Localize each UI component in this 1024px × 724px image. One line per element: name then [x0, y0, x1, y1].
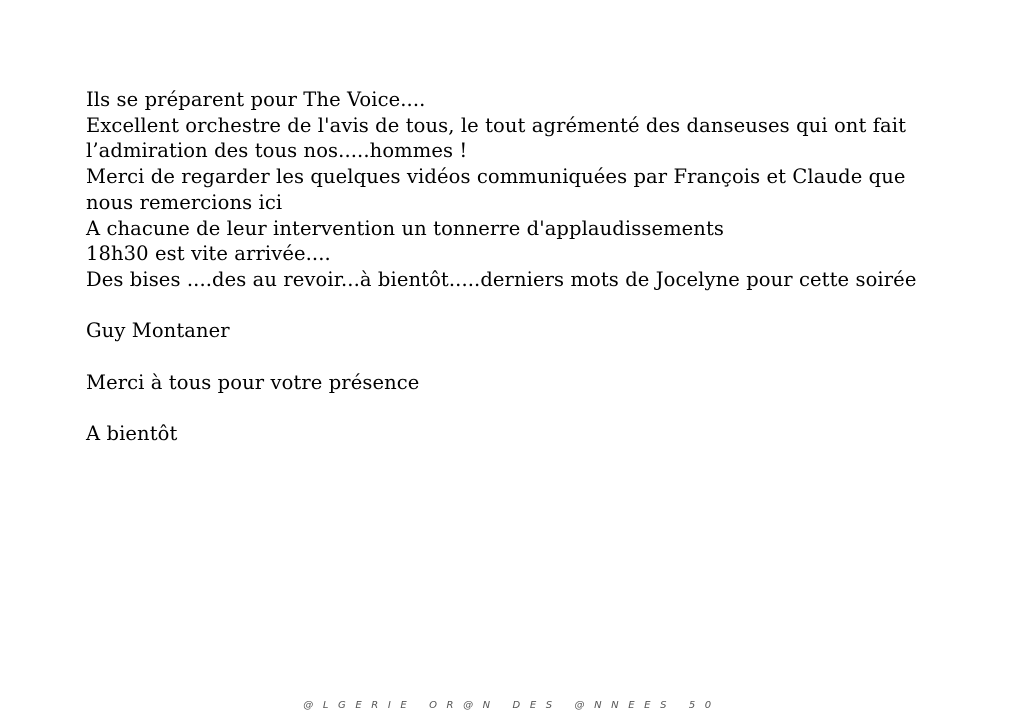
text-line: 18h30 est vite arrivée.... [86, 242, 331, 266]
text-line: Excellent orchestre de l'avis de tous, le tout agrémenté des danseuses qui ont fait l’admiration des tous nos.....hommes ! [86, 113, 907, 163]
paragraph-gap [86, 344, 946, 370]
page-footer: @LGERIE OR@N DES @NNEES 50 [303, 700, 721, 711]
text-line: Merci de regarder les quelques vidéos communiquées par François et Claude que nous remercions ici [86, 165, 906, 214]
document-body [86, 87, 946, 447]
text-line: A chacune de leur intervention un tonnerre d'applaudissements [86, 216, 725, 240]
paragraph-gap [86, 293, 946, 319]
paragraph-gap [86, 395, 946, 421]
closing-line: A bientôt [86, 422, 178, 446]
text-line: Des bises ....des au revoir...à bientôt.....derniers mots de Jocelyne pour cette soirée [86, 267, 917, 291]
text-line: Ils se préparent pour The Voice.... [86, 88, 426, 111]
signature: Guy Montaner [86, 319, 230, 343]
thanks-line: Merci à tous pour votre présence [86, 370, 420, 394]
